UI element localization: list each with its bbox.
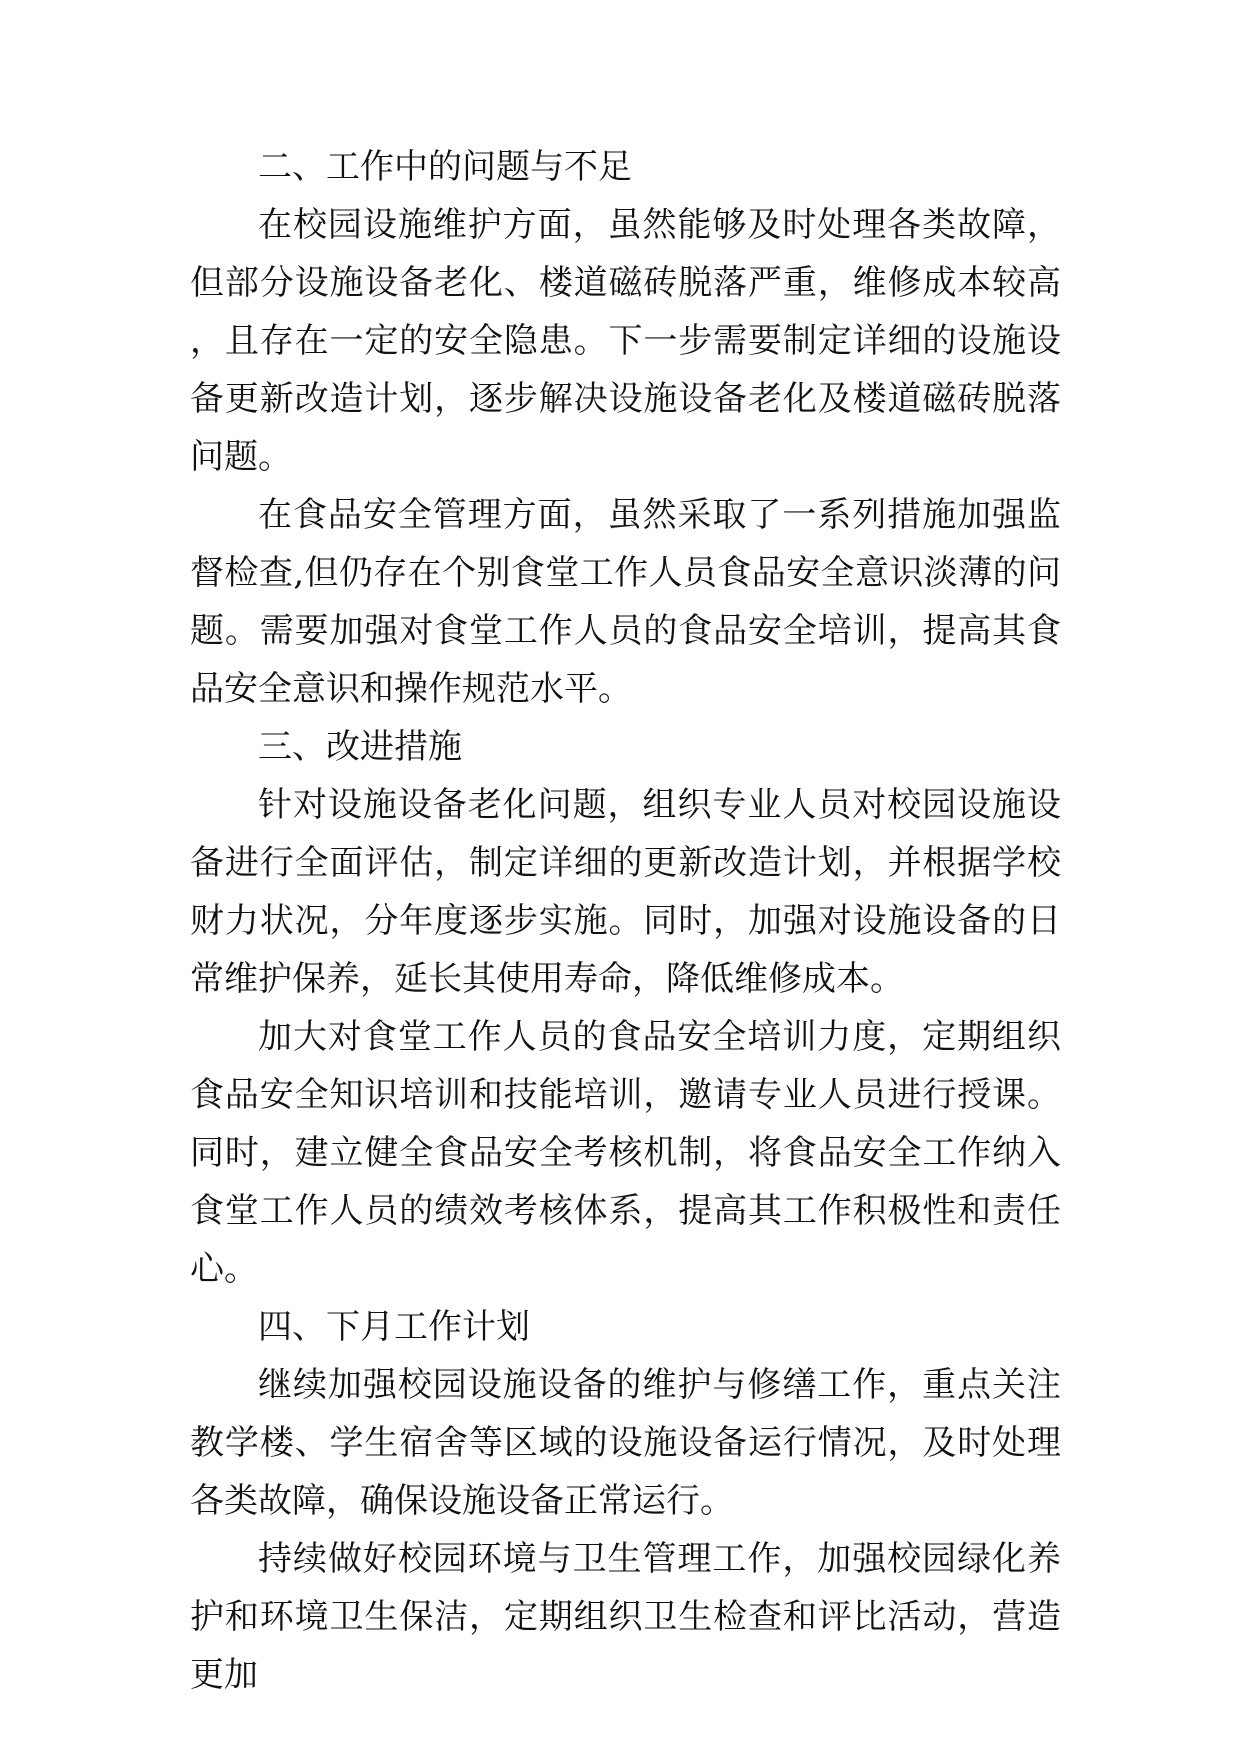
paragraph-food-safety-training: 加大对食堂工作人员的食品安全培训力度，定期组织食品安全知识培训和技能培训，邀请专业人员进行授课。同时，建立健全食品安全考核机制，将食品安全工作纳入食堂工作人员的绩效考核体系，提高其工作积极性和责任心。: [190, 1017, 1061, 1289]
paragraph-environment-plan: 持续做好校园环境与卫生管理工作，加强校园绿化养护和环境卫生保洁，定期组织卫生检查和评比活动，营造更加: [190, 1539, 1061, 1695]
section-heading-next-month-plan: 四、下月工作计划: [258, 1307, 530, 1347]
paragraph-facility-improvement: 针对设施设备老化问题，组织专业人员对校园设施设备进行全面评估，制定详细的更新改造计划，并根据学校财力状况，分年度逐步实施。同时，加强对设施设备的日常维护保养，延长其使用寿命，降低维修成本。: [190, 785, 1061, 999]
paragraph-facility-maintenance-issues: 在校园设施维护方面，虽然能够及时处理各类故障，但部分设施设备老化、楼道磁砖脱落严重，维修成本较高，且存在一定的安全隐患。下一步需要制定详细的设施设备更新改造计划，逐步解决设施设备老化及楼道磁砖脱落问题。: [190, 205, 1061, 477]
paragraph-food-safety-issues: 在食品安全管理方面，虽然采取了一系列措施加强监督检查,但仍存在个别食堂工作人员食品安全意识淡薄的问题。需要加强对食堂工作人员的食品安全培训，提高其食品安全意识和操作规范水平。: [190, 495, 1061, 709]
paragraph-facility-plan: 继续加强校园设施设备的维护与修缮工作，重点关注教学楼、学生宿舍等区域的设施设备运行情况，及时处理各类故障，确保设施设备正常运行。: [190, 1365, 1061, 1521]
section-heading-problems: 二、工作中的问题与不足: [258, 147, 632, 187]
section-heading-improvements: 三、改进措施: [258, 727, 462, 767]
